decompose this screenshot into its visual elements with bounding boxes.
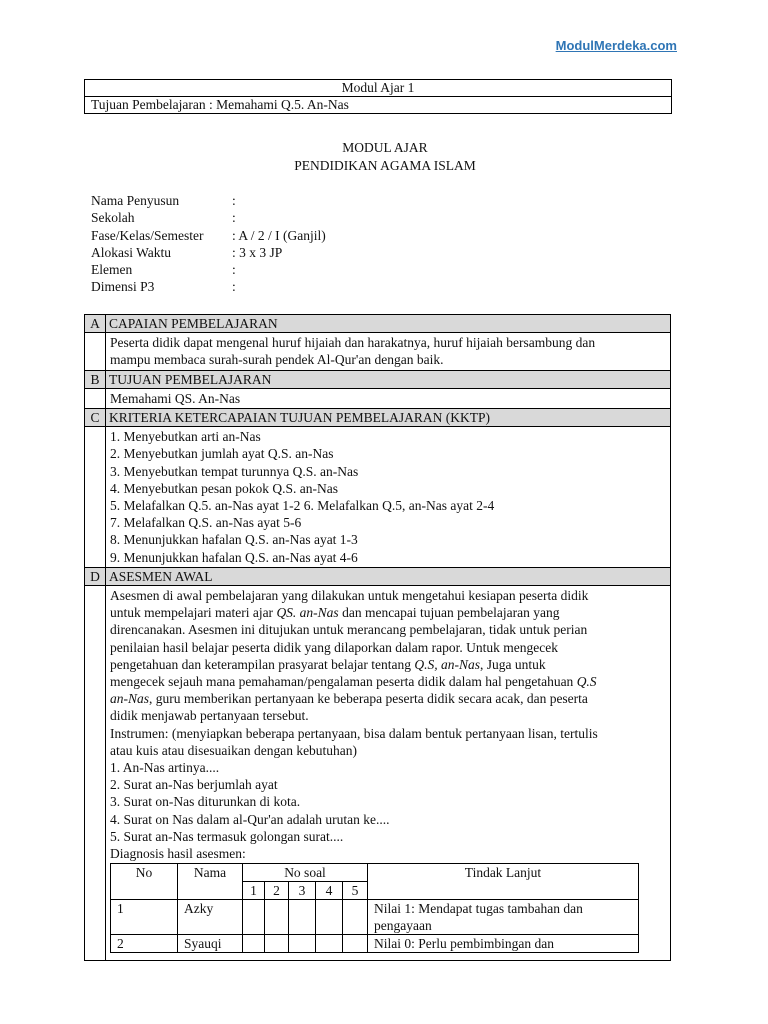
text-line: pengayaan (374, 918, 432, 934)
section-spacer (85, 586, 106, 961)
section-title: KRITERIA KETERCAPAIAN TUJUAN PEMBELAJARAN (KKTP) (106, 409, 671, 427)
soal-number: 2 (265, 882, 289, 900)
text-line (110, 604, 667, 621)
info-row (91, 261, 326, 278)
table-row (111, 900, 639, 935)
document-title (84, 139, 686, 175)
section-title: CAPAIAN PEMBELAJARAN (106, 315, 671, 333)
info-key: Alokasi Waktu (91, 244, 172, 260)
italic-term: Q.S (576, 674, 597, 690)
italic-term: QS. an-Nas (276, 605, 339, 621)
section-title: ASESMEN AWAL (106, 567, 671, 585)
info-row (91, 192, 326, 209)
info-value: : (232, 262, 236, 278)
diagnosis-table (110, 863, 639, 953)
table-row (111, 935, 639, 953)
criteria-item: 1. Menyebutkan arti an-Nas (110, 429, 261, 445)
section-header-a (85, 315, 671, 333)
soal-number: 1 (243, 882, 265, 900)
col-header-no: No (111, 864, 178, 900)
italic-term: an-Nas (110, 691, 150, 707)
text-run: , Juga untuk (480, 656, 546, 672)
diagnosis-header-row (111, 864, 639, 882)
section-letter: A (85, 315, 106, 333)
section-content (106, 586, 671, 961)
col-header-tindak-lanjut: Tindak Lanjut (368, 864, 639, 900)
info-key: Sekolah (91, 210, 135, 226)
cell-nama: Syauqi (178, 935, 243, 953)
text-run: dan mencapai tujuan pembelajaran yang (338, 605, 560, 621)
cell-soal (265, 900, 289, 935)
criteria-item: 7. Melafalkan Q.S. an-Nas ayat 5-6 (110, 515, 302, 531)
cell-soal (343, 900, 368, 935)
soal-number: 3 (289, 882, 316, 900)
cell-nama: Azky (178, 900, 243, 935)
info-key: Elemen (91, 262, 133, 278)
text-line: atau kuis atau disesuaikan dengan kebutuhan) (110, 742, 358, 758)
info-key: Nama Penyusun (91, 193, 180, 208)
text-line: Peserta didik dapat mengenal huruf hijaiah dan harakatnya, huruf hijaiah bersambung dan (110, 335, 596, 351)
module-header-box (84, 79, 672, 114)
col-header-no-soal: No soal (243, 864, 368, 882)
module-content-table (84, 314, 671, 961)
identity-info (91, 192, 326, 296)
info-row (91, 209, 326, 226)
text-line: penilaian hasil belajar peserta didik yang dilaporkan dalam rapor. Untuk mengecek (110, 639, 558, 655)
module-goal: Tujuan Pembelajaran : Memahami Q.5. An-Nas (91, 97, 349, 112)
diagnosis-label: Diagnosis hasil asesmen: (110, 846, 246, 862)
info-key: Dimensi P3 (91, 279, 155, 295)
section-content (106, 388, 671, 408)
section-header-d (85, 567, 671, 585)
criteria-item: 8. Menunjukkan hafalan Q.S. an-Nas ayat 1-3 (110, 532, 358, 548)
question-item: 1. An-Nas artinya.... (110, 760, 220, 776)
cell-no: 2 (111, 935, 178, 953)
section-title: TUJUAN PEMBELAJARAN (106, 370, 671, 388)
text-run: pengetahuan dan keterampilan prasyarat belajar tentang (110, 656, 415, 672)
soal-number: 4 (316, 882, 343, 900)
criteria-item: 3. Menyebutkan tempat turunnya Q.S. an-Nas (110, 463, 359, 479)
text-run: , guru memberikan pertanyaan ke beberapa peserta didik secara acak, dan peserta (149, 691, 588, 707)
criteria-item: 2. Menyebutkan jumlah ayat Q.S. an-Nas (110, 446, 334, 462)
bottom-spacer (110, 953, 667, 959)
cell-soal (243, 900, 265, 935)
text-line: didik menjawab pertanyaan tersebut. (110, 708, 309, 724)
section-letter: C (85, 409, 106, 427)
question-item: 3. Surat on-Nas diturunkan di kota. (110, 794, 301, 810)
cell-soal (265, 935, 289, 953)
section-body-a (85, 333, 671, 370)
info-row (91, 244, 326, 261)
section-spacer (85, 427, 106, 568)
section-content (106, 333, 671, 370)
document-subtitle-line: PENDIDIKAN AGAMA ISLAM (294, 158, 476, 173)
cell-soal (289, 900, 316, 935)
info-row (91, 278, 326, 295)
document-title-line: MODUL AJAR (342, 140, 428, 155)
section-header-b (85, 370, 671, 388)
text-line (110, 673, 667, 690)
text-run: untuk mempelajari materi ajar (110, 605, 277, 621)
section-letter: D (85, 567, 106, 585)
section-body-b (85, 388, 671, 408)
criteria-item: 9. Menunjukkan hafalan Q.S. an-Nas ayat 4-6 (110, 549, 358, 565)
criteria-item: 4. Menyebutkan pesan pokok Q.S. an-Nas (110, 480, 338, 496)
question-item: 5. Surat an-Nas termasuk golongan surat.... (110, 828, 344, 844)
section-spacer (85, 333, 106, 370)
cell-soal (289, 935, 316, 953)
info-key: Fase/Kelas/Semester (91, 227, 204, 243)
text-line: Memahami QS. An-Nas (110, 390, 241, 406)
soal-number: 5 (343, 882, 368, 900)
info-value: : (232, 193, 236, 208)
text-line: Nilai 1: Mendapat tugas tambahan dan (374, 901, 583, 917)
text-line (110, 656, 667, 673)
info-value: : (232, 279, 236, 295)
col-header-nama: Nama (178, 864, 243, 900)
brand-link[interactable]: ModulMerdeka.com (555, 38, 677, 53)
text-line (110, 690, 667, 707)
cell-soal (343, 935, 368, 953)
section-body-c (85, 427, 671, 568)
text-line: direncanakan. Asesmen ini ditujukan untuk merancang pembelajaran, tidak untuk perian (110, 622, 588, 638)
text-line: Nilai 0: Perlu pembimbingan dan (374, 936, 554, 952)
text-run: mengecek sejauh mana pemahaman/pengalaman peserta didik dalam hal pengetahuan (110, 674, 577, 690)
module-title: Modul Ajar 1 (85, 80, 671, 97)
criteria-item: 5. Melafalkan Q.5. an-Nas ayat 1-2 6. Melafalkan Q.5, an-Nas ayat 2-4 (110, 498, 495, 514)
info-value: : (232, 210, 236, 226)
info-value: : A / 2 / I (Ganjil) (232, 227, 326, 243)
section-spacer (85, 388, 106, 408)
cell-tindak-lanjut (368, 935, 639, 953)
cell-soal (316, 900, 343, 935)
section-header-c (85, 409, 671, 427)
question-item: 4. Surat on Nas dalam al-Qur'an adalah urutan ke.... (110, 811, 390, 827)
cell-soal (243, 935, 265, 953)
section-letter: B (85, 370, 106, 388)
question-item: 2. Surat an-Nas berjumlah ayat (110, 777, 278, 793)
info-row (91, 227, 326, 244)
cell-no: 1 (111, 900, 178, 935)
cell-tindak-lanjut (368, 900, 639, 935)
section-body-d (85, 586, 671, 961)
text-line: mampu membaca surah-surah pendek Al-Qur'an dengan baik. (110, 352, 444, 368)
section-content (106, 427, 671, 568)
text-line: Asesmen di awal pembelajaran yang dilakukan untuk mengetahui kesiapan peserta didik (110, 588, 589, 604)
italic-term: Q.S, an-Nas (414, 656, 480, 672)
info-value: : 3 x 3 JP (232, 244, 283, 260)
text-line: Instrumen: (menyiapkan beberapa pertanyaan, bisa dalam bentuk pertanyaan lisan, tertulis (110, 725, 598, 741)
cell-soal (316, 935, 343, 953)
